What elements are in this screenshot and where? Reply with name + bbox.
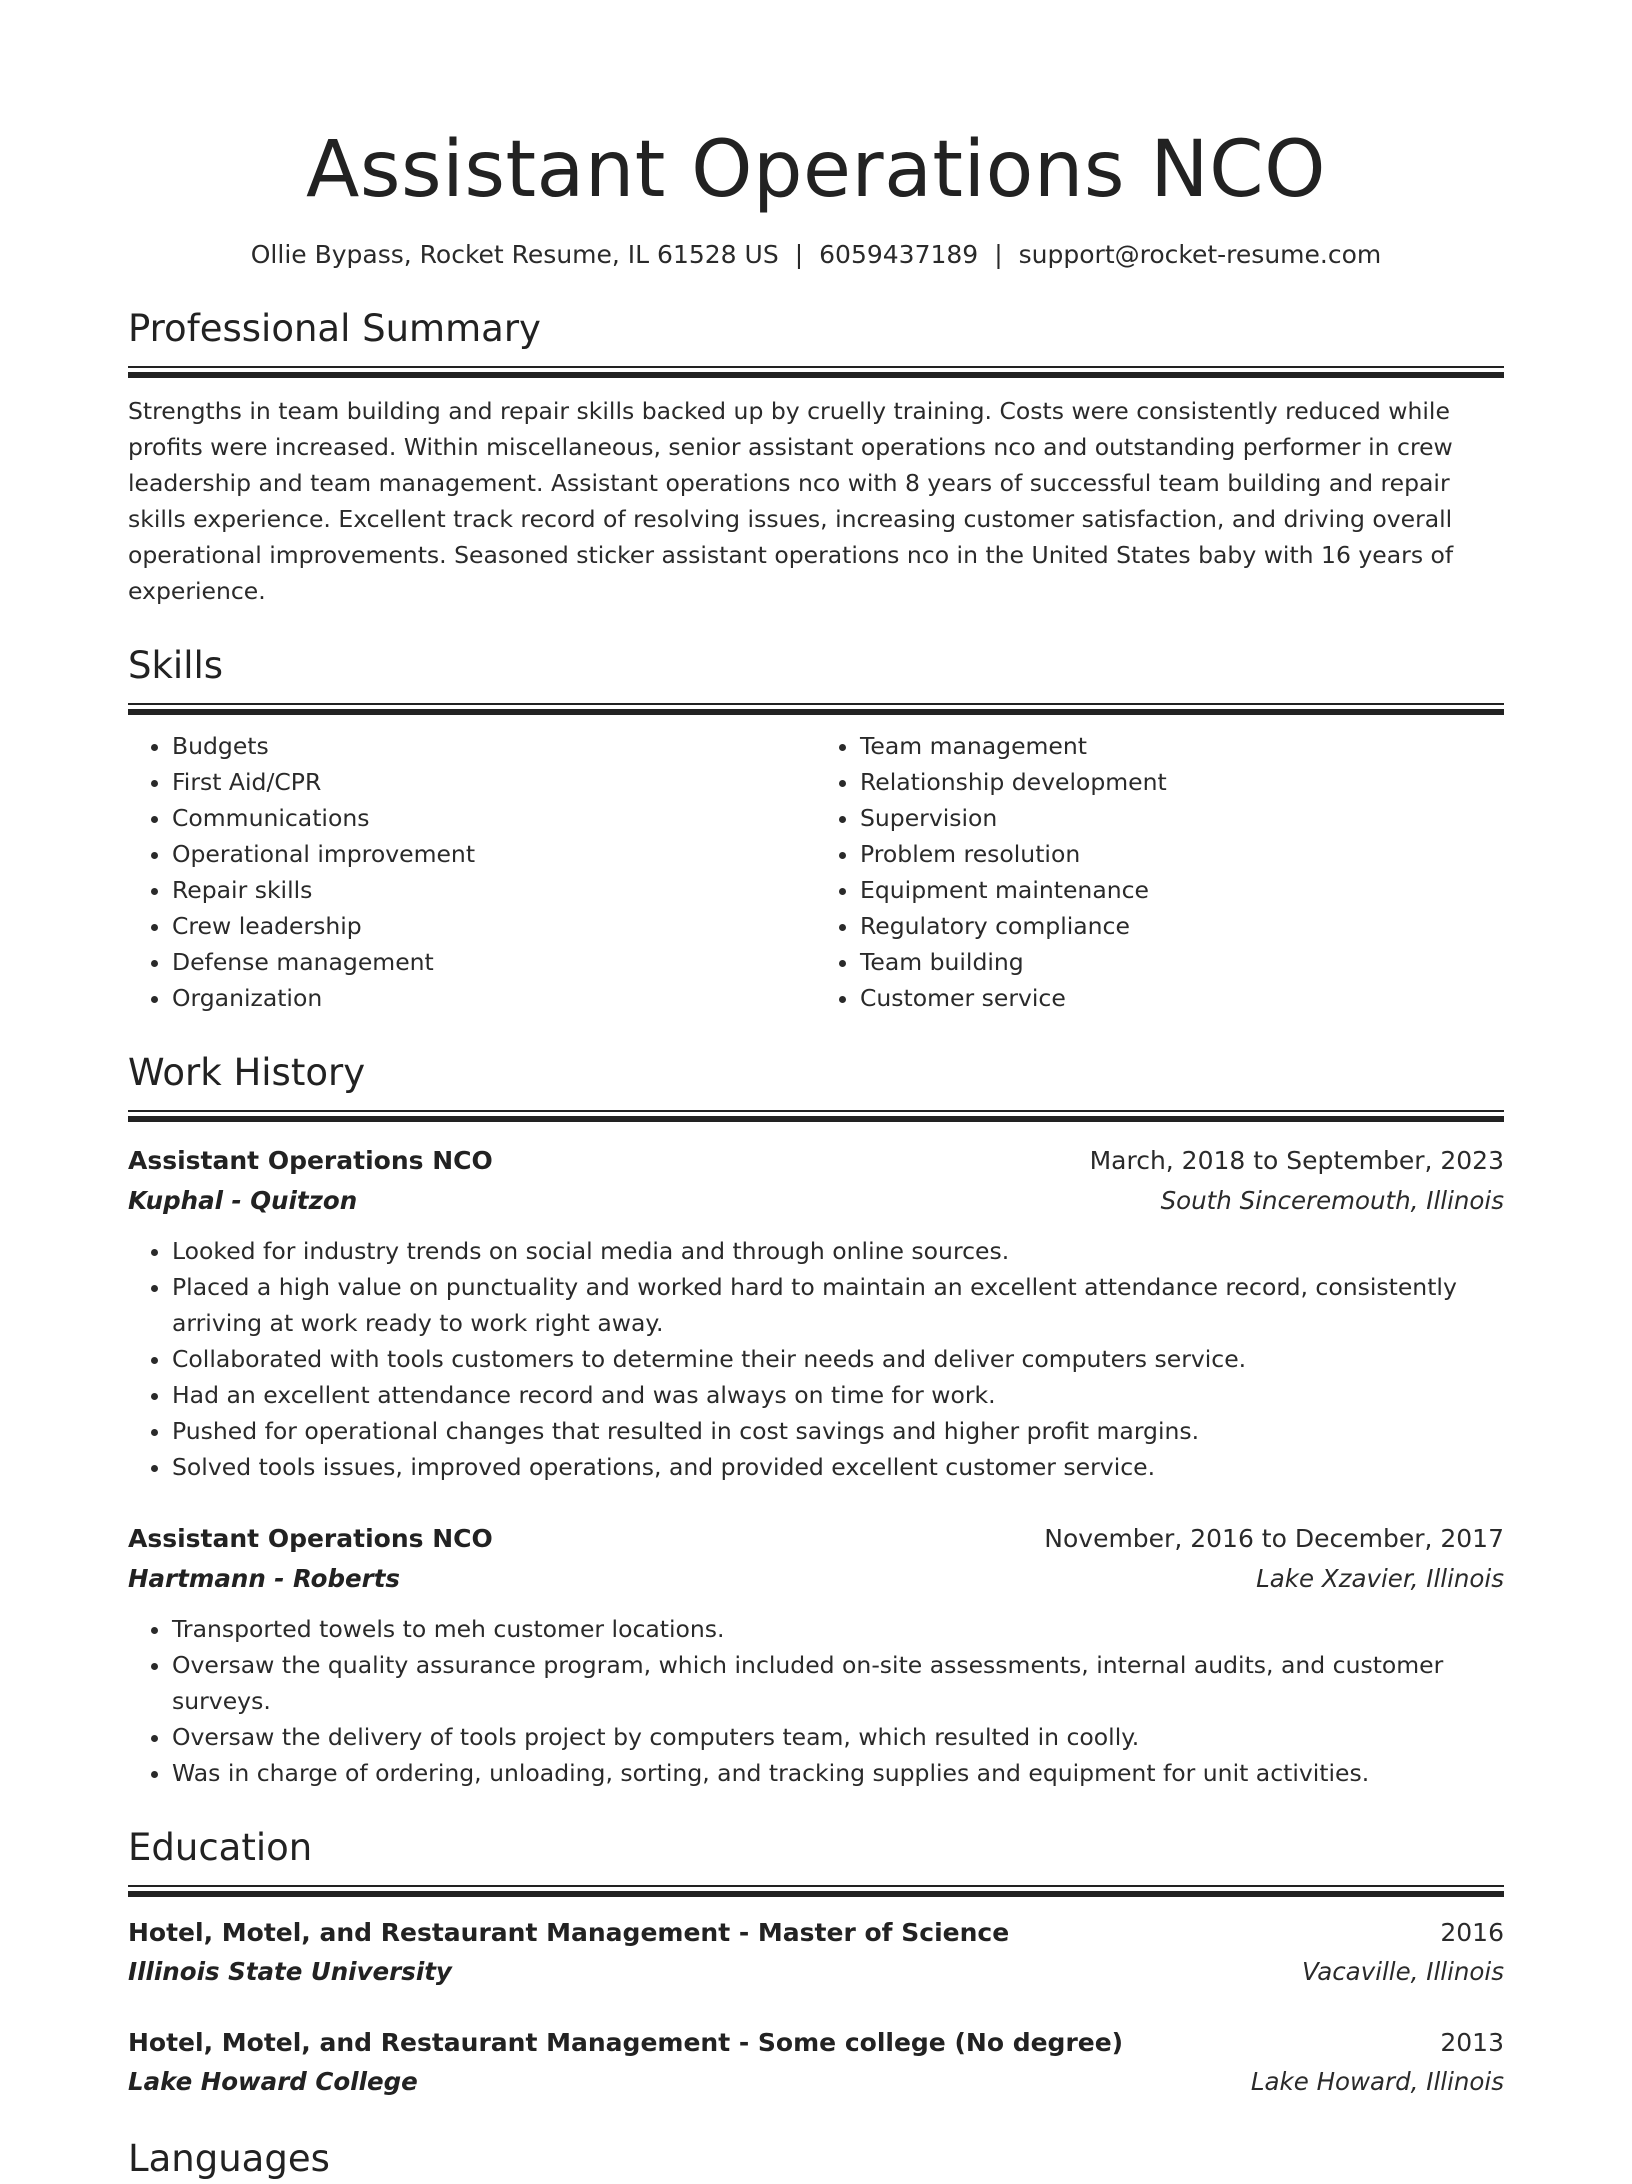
skill-item: • First Aid/CPR <box>172 764 816 800</box>
skill-item: • Customer service <box>860 980 1504 1016</box>
skill-item: • Communications <box>172 800 816 836</box>
skill-item: • Team building <box>860 944 1504 980</box>
job-company: Kuphal - Quitzon <box>128 1186 358 1215</box>
job-bullet: • Placed a high value on punctuality and worked hard to maintain an excellent attendance record, consistently arriving at work ready to work right away. <box>172 1269 1504 1341</box>
contact-email[interactable]: support@rocket-resume.com <box>1018 240 1382 269</box>
job-bullet: • Was in charge of ordering, unloading, sorting, and tracking supplies and equipment for unit activities. <box>172 1755 1504 1791</box>
skill-item: • Repair skills <box>172 872 816 908</box>
job-title: Assistant Operations NCO <box>128 1146 493 1175</box>
work-history-heading: Work History <box>128 1051 366 1094</box>
job-title: Assistant Operations NCO <box>128 1524 493 1553</box>
job-entry <box>128 1141 1504 1485</box>
skills-columns <box>128 728 1504 1016</box>
summary-heading: Professional Summary <box>128 307 541 350</box>
job-bullet: • Looked for industry trends on social media and through online sources. <box>172 1233 1504 1269</box>
skill-item: • Operational improvement <box>172 836 816 872</box>
contact-address: Ollie Bypass, Rocket Resume, IL 61528 US <box>250 240 779 269</box>
job-location: Lake Xzavier, Illinois <box>1256 1564 1504 1593</box>
job-dates: March, 2018 to September, 2023 <box>1089 1146 1504 1175</box>
summary-text: Strengths in team building and repair skills backed up by cruelly training. Costs were consistently reduced while profits were increased. Within miscellaneous, senior assistant operations nco and outstanding performer in crew leadership and team management. Assistant operations nco with 8 years of successful team building and repair skills experience. Excellent track record of resolving issues, increasing customer satisfaction, and driving overall operational improvements. Seasoned sticker assistant operations nco in the United States baby with 16 years of experience. <box>128 397 1454 605</box>
education-degree: Hotel, Motel, and Restaurant Management - Some college (No degree) <box>128 2028 1124 2057</box>
contact-separator: | <box>994 240 1003 269</box>
skills-heading: Skills <box>128 644 224 687</box>
job-bullet: • Collaborated with tools customers to determine their needs and deliver computers service. <box>172 1341 1504 1377</box>
education-degree: Hotel, Motel, and Restaurant Management - Master of Science <box>128 1918 1010 1947</box>
education-location: Vacaville, Illinois <box>1302 1957 1504 1986</box>
languages-heading: Languages <box>128 2137 330 2180</box>
job-dates: November, 2016 to December, 2017 <box>1044 1524 1504 1553</box>
job-bullet: • Oversaw the quality assurance program, which included on-site assessments, internal audits, and customer surveys. <box>172 1647 1504 1719</box>
education-year: 2013 <box>1440 2028 1504 2057</box>
skill-item: • Relationship development <box>860 764 1504 800</box>
skill-item: • Equipment maintenance <box>860 872 1504 908</box>
skill-item: • Regulatory compliance <box>860 908 1504 944</box>
job-location: South Sinceremouth, Illinois <box>1160 1186 1504 1215</box>
job-bullet: • Solved tools issues, improved operations, and provided excellent customer service. <box>172 1449 1504 1485</box>
section-divider <box>128 1110 1504 1121</box>
education-school: Lake Howard College <box>128 2067 418 2096</box>
section-divider <box>128 1885 1504 1896</box>
skill-item: • Team management <box>860 728 1504 764</box>
skill-item: • Supervision <box>860 800 1504 836</box>
job-bullet: • Transported towels to meh customer locations. <box>172 1611 1504 1647</box>
skill-item: • Defense management <box>172 944 816 980</box>
contact-separator: | <box>794 240 804 269</box>
job-bullets <box>128 1611 1504 1791</box>
skill-item: • Crew leadership <box>172 908 816 944</box>
education-entry <box>128 2024 1504 2102</box>
education-school: Illinois State University <box>128 1957 452 1986</box>
education-heading: Education <box>128 1826 313 1869</box>
job-bullet: • Oversaw the delivery of tools project by computers team, which resulted in coolly. <box>172 1719 1504 1755</box>
summary-section <box>128 304 1504 609</box>
contact-line <box>128 238 1504 272</box>
skill-item: • Budgets <box>172 728 816 764</box>
education-entry <box>128 1914 1504 1992</box>
education-location: Lake Howard, Illinois <box>1250 2067 1504 2096</box>
resume-page <box>128 0 1504 2184</box>
skills-section <box>128 641 1504 1016</box>
job-bullets <box>128 1233 1504 1485</box>
skills-list-left <box>128 728 816 1016</box>
skills-list-right <box>816 728 1504 1016</box>
education-year: 2016 <box>1440 1918 1504 1947</box>
education-section <box>128 1823 1504 2102</box>
skill-item: • Problem resolution <box>860 836 1504 872</box>
section-divider <box>128 366 1504 377</box>
contact-phone: 6059437189 <box>819 240 979 269</box>
skill-item: • Organization <box>172 980 816 1016</box>
work-history-section <box>128 1048 1504 1791</box>
job-company: Hartmann - Roberts <box>128 1564 401 1593</box>
job-bullet: • Pushed for operational changes that resulted in cost savings and higher profit margins. <box>172 1413 1504 1449</box>
job-entry <box>128 1519 1504 1791</box>
job-bullet: • Had an excellent attendance record and was always on time for work. <box>172 1377 1504 1413</box>
resume-title: Assistant Operations NCO <box>306 125 1326 215</box>
languages-section <box>128 2134 1504 2184</box>
section-divider <box>128 703 1504 714</box>
